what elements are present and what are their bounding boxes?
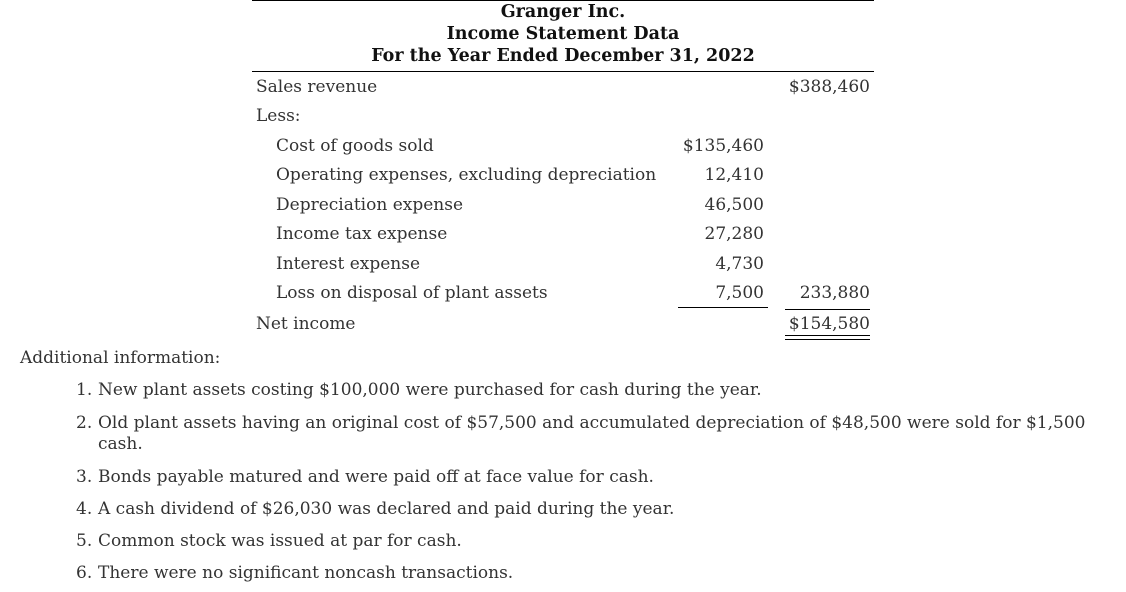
net-income-double-underline	[785, 335, 870, 340]
row-label: Sales revenue	[256, 77, 378, 97]
row-interest-expense	[252, 254, 874, 282]
additional-information-title: Additional information:	[20, 348, 221, 368]
top-rule	[252, 0, 874, 1]
item-number: 4.	[76, 499, 93, 519]
row-amount: 4,730	[715, 254, 764, 274]
row-loss-on-disposal	[252, 283, 874, 311]
total-underline	[785, 309, 870, 310]
subtotal-underline	[678, 307, 768, 308]
row-amount: 27,280	[704, 224, 764, 244]
row-label: Operating expenses, excluding depreciation	[276, 165, 657, 185]
row-amount: 12,410	[704, 165, 764, 185]
row-income-tax-expense	[252, 224, 874, 252]
row-label: Interest expense	[276, 254, 421, 274]
item-number: 2.	[76, 413, 93, 433]
row-label: Less:	[256, 106, 301, 126]
row-cost-of-goods-sold	[252, 136, 874, 164]
item-text: New plant assets costing $100,000 were purchased for cash during the year.	[98, 380, 762, 400]
row-label: Depreciation expense	[276, 195, 464, 215]
row-label: Cost of goods sold	[276, 136, 434, 156]
heading-rule	[252, 71, 874, 72]
item-text: Common stock was issued at par for cash.	[98, 531, 462, 551]
row-less	[252, 106, 874, 134]
row-sales-revenue	[252, 77, 874, 105]
row-label: Income tax expense	[276, 224, 448, 244]
item-text: A cash dividend of $26,030 was declared and paid during the year.	[98, 499, 675, 519]
item-number: 5.	[76, 531, 93, 551]
item-text: There were no significant noncash transactions.	[98, 563, 514, 583]
row-amount: $135,460	[682, 136, 764, 156]
row-amount: 7,500	[715, 283, 764, 303]
statement-period: For the Year Ended December 31, 2022	[371, 46, 755, 66]
item-number: 6.	[76, 563, 93, 583]
row-amount: 46,500	[704, 195, 764, 215]
row-total: $154,580	[788, 314, 870, 334]
statement-title: Income Statement Data	[446, 24, 680, 44]
item-number: 1.	[76, 380, 93, 400]
item-number: 3.	[76, 467, 93, 487]
row-depreciation-expense	[252, 195, 874, 223]
row-label: Net income	[256, 314, 356, 334]
item-text: Old plant assets having an original cost of $57,500 and accumulated depreciation of $48,500 were sold for $1,500 cash.	[98, 413, 1086, 454]
row-net-income	[252, 314, 874, 342]
company-name: Granger Inc.	[500, 2, 626, 22]
row-total: 233,880	[799, 283, 870, 303]
item-text: Bonds payable matured and were paid off at face value for cash.	[98, 467, 654, 487]
row-operating-expenses	[252, 165, 874, 193]
row-total: $388,460	[788, 77, 870, 97]
row-label: Loss on disposal of plant assets	[276, 283, 548, 303]
